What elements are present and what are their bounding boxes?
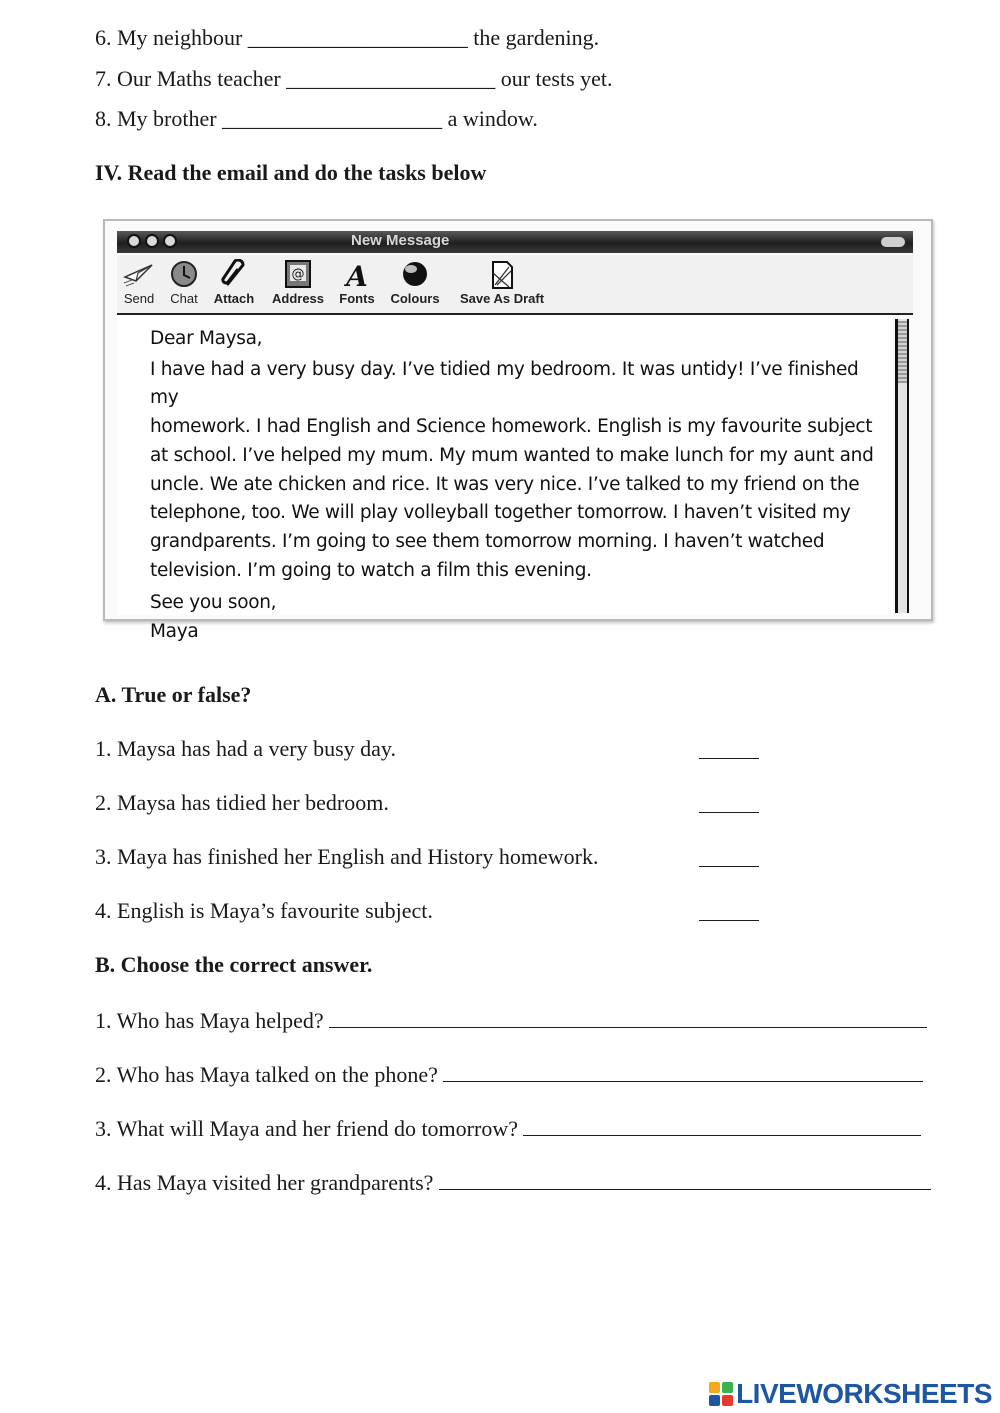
answer-question-1 <box>95 1007 927 1034</box>
question-text: 4. English is Maya’s favourite subject. <box>95 898 433 923</box>
tool-label: Attach <box>213 291 255 306</box>
answer-line[interactable] <box>523 1115 921 1136</box>
email-body-area <box>117 315 893 643</box>
scrollbar-thumb <box>898 321 907 383</box>
tool-label: Send <box>123 291 155 306</box>
email-signature: Maya <box>150 621 199 643</box>
font-a-icon <box>340 259 374 289</box>
paperclip-icon <box>217 259 251 289</box>
email-salutation: Dear Maysa, <box>150 328 263 349</box>
tool-address <box>267 259 329 306</box>
part-a-heading: A. True or false? <box>95 682 252 707</box>
svg-text:A: A <box>346 260 368 289</box>
tool-attach <box>209 259 259 306</box>
logo-wordmark: LIVEWORKSHEETS <box>736 1378 992 1409</box>
address-book-icon <box>281 259 315 289</box>
answer-question-2 <box>95 1061 923 1088</box>
answer-blank[interactable]: ____________________ <box>247 25 468 50</box>
item-text-before: Our Maths teacher <box>117 66 281 91</box>
item-text-after: our tests yet. <box>500 66 613 91</box>
email-closing: See you soon, <box>150 592 277 614</box>
email-window-title: New Message <box>351 232 450 249</box>
item-number: 8. <box>95 106 112 131</box>
question-text: 4. Has Maya visited her grandparents? <box>95 1170 434 1195</box>
item-text-after: a window. <box>447 106 538 131</box>
email-toolbar <box>117 255 913 315</box>
answer-blank[interactable] <box>699 738 759 759</box>
question-text: 1. Who has Maya helped? <box>95 1008 324 1033</box>
send-icon <box>122 259 156 289</box>
logo-mark-icon <box>709 1382 733 1406</box>
tool-colours <box>385 259 445 306</box>
tool-label: Fonts <box>339 291 375 306</box>
exercise-item-7 <box>95 66 613 92</box>
toolbar-toggle-icon <box>881 237 905 247</box>
email-body-line: I have had a very busy day. I’ve tidied my bedroom. It was untidy! I’ve finished my <box>150 358 859 409</box>
colour-ball-icon <box>398 259 432 289</box>
email-body-line: homework. I had English and Science homework. English is my favourite subject <box>150 416 873 438</box>
minimize-dot-icon <box>145 234 159 248</box>
answer-blank[interactable] <box>699 900 759 921</box>
email-body-line: at school. I’ve helped my mum. My mum wanted to make lunch for my aunt and <box>150 444 874 466</box>
section-heading-iv: IV. Read the email and do the tasks below <box>95 160 487 185</box>
tool-save-draft <box>452 259 552 306</box>
question-text: 3. What will Maya and her friend do tomorrow? <box>95 1116 518 1141</box>
answer-question-4 <box>95 1169 931 1196</box>
question-text: 2. Maysa has tidied her bedroom. <box>95 790 389 815</box>
question-text: 2. Who has Maya talked on the phone? <box>95 1062 438 1087</box>
item-text-before: My brother <box>117 106 217 131</box>
question-text: 3. Maya has finished her English and History homework. <box>95 844 599 869</box>
draft-document-icon <box>485 259 519 289</box>
answer-line[interactable] <box>439 1169 931 1190</box>
svg-text:@: @ <box>291 267 305 282</box>
answer-line[interactable] <box>329 1007 927 1028</box>
chat-icon <box>167 259 201 289</box>
item-text-after: the gardening. <box>473 25 600 50</box>
tool-fonts <box>335 259 379 306</box>
item-number: 6. <box>95 25 112 50</box>
question-text: 1. Maysa has had a very busy day. <box>95 736 396 761</box>
email-body-line: television. I’m going to watch a film this evening. <box>150 559 592 581</box>
exercise-item-6 <box>95 25 599 51</box>
part-b-heading: B. Choose the correct answer. <box>95 952 373 977</box>
email-title-bar <box>117 231 913 253</box>
tool-chat <box>164 259 204 306</box>
email-window <box>103 219 933 643</box>
answer-line[interactable] <box>443 1061 923 1082</box>
close-dot-icon <box>127 234 141 248</box>
answer-blank[interactable] <box>699 846 759 867</box>
tool-label: Save As Draft <box>459 291 545 306</box>
item-text-before: My neighbour <box>117 25 243 50</box>
tool-send <box>119 259 159 306</box>
answer-blank[interactable] <box>699 792 759 813</box>
email-body <box>150 325 885 647</box>
liveworksheets-logo <box>709 1379 992 1409</box>
tool-label: Chat <box>170 291 198 306</box>
email-body-line: uncle. We ate chicken and rice. It was very nice. I’ve talked to my friend on the <box>150 473 860 495</box>
item-number: 7. <box>95 66 112 91</box>
answer-blank[interactable]: ____________________ <box>222 106 443 131</box>
zoom-dot-icon <box>163 234 177 248</box>
tool-label: Address <box>271 291 325 306</box>
email-scrollbar <box>895 319 909 613</box>
tool-label: Colours <box>390 291 440 306</box>
answer-blank[interactable]: ___________________ <box>286 66 496 91</box>
exercise-item-8 <box>95 106 538 132</box>
answer-question-3 <box>95 1115 921 1142</box>
email-body-line: telephone, too. We will play volleyball together tomorrow. I haven’t visited my <box>150 502 851 524</box>
email-body-line: grandparents. I’m going to see them tomorrow morning. I haven’t watched <box>150 530 825 552</box>
